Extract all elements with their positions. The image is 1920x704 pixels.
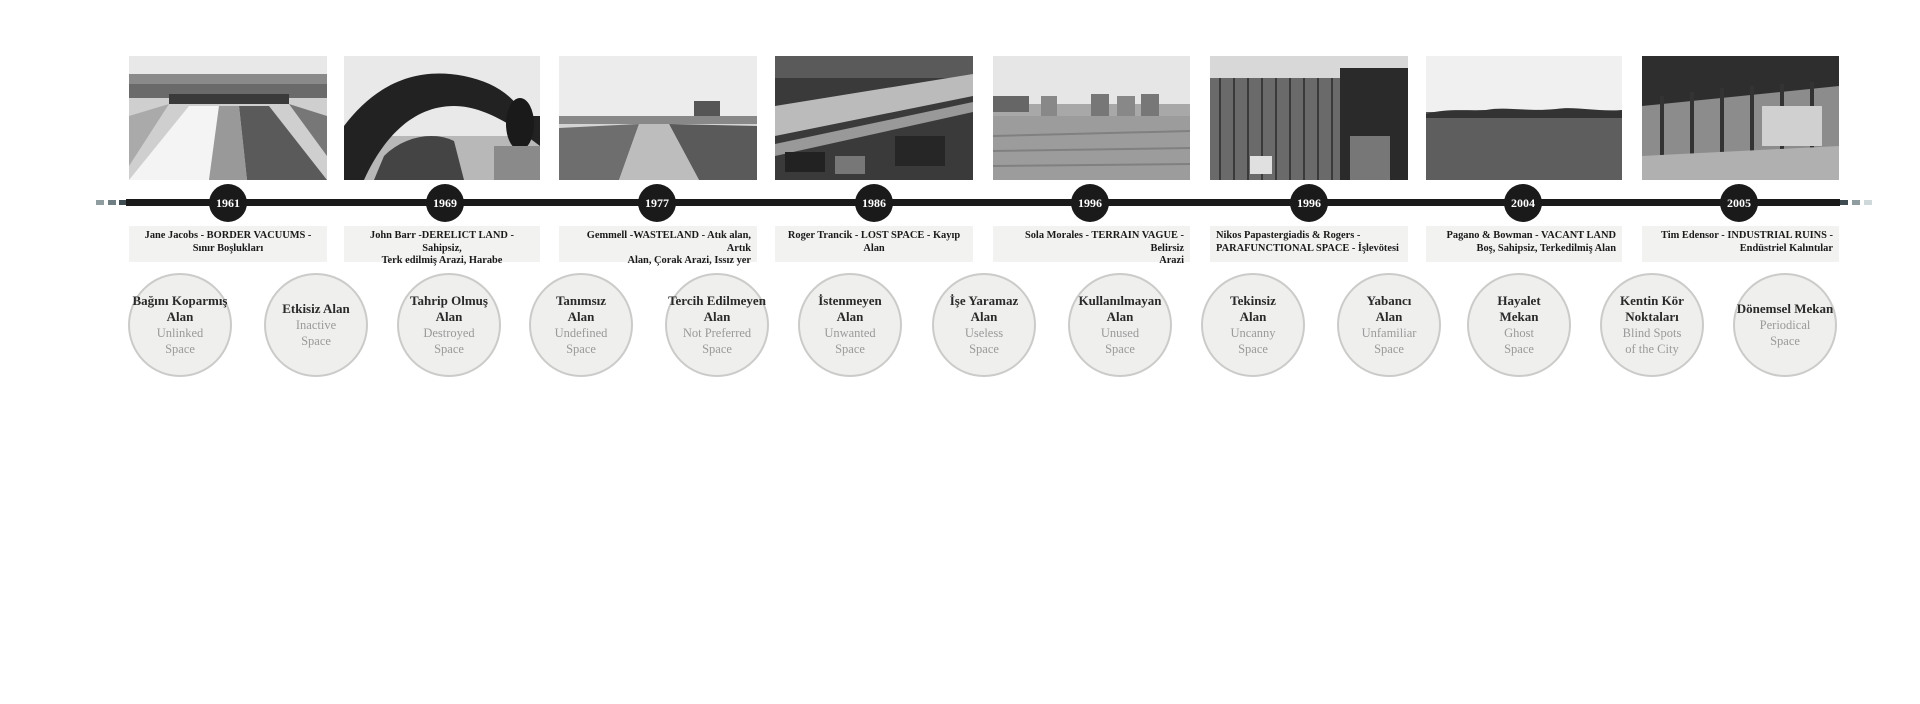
year-node: 2004 <box>1504 184 1542 222</box>
caption-box <box>1426 226 1622 262</box>
photo-pipe <box>344 56 540 180</box>
caption-line: Gemmell -WASTELAND - Atık alan, Artık <box>586 230 751 254</box>
caption-box <box>993 226 1190 266</box>
concept-circle <box>397 273 501 377</box>
concept-en: Uncanny Space <box>1230 326 1276 356</box>
concept-en: Blind Spots of the City <box>1622 326 1682 356</box>
timeline-dash-left <box>108 200 116 205</box>
concept-circle <box>128 273 232 377</box>
year-node: 1996 <box>1290 184 1328 222</box>
concept-circle <box>665 273 769 377</box>
concept-en: Ghost Space <box>1504 326 1534 356</box>
concept-tr: Tekinsiz Alan <box>1230 293 1276 324</box>
caption-line: Sınır Boşlukları <box>192 242 264 254</box>
concept-en: Periodical Space <box>1759 318 1811 348</box>
year-node: 1977 <box>638 184 676 222</box>
caption-line: Arazi <box>1159 255 1184 266</box>
caption-box <box>344 226 540 266</box>
timeline-dash-left <box>96 200 104 205</box>
photo-city-aerial <box>775 56 973 180</box>
concept-tr: Kentin Kör Noktaları <box>1620 293 1684 324</box>
photo-vacant-land <box>1426 56 1622 180</box>
caption-box <box>129 226 327 262</box>
photo-industrial-ruins <box>1642 56 1839 180</box>
caption-box <box>1210 226 1408 262</box>
concept-tr: Etkisiz Alan <box>282 301 350 316</box>
timeline-dash-right <box>1852 200 1860 205</box>
caption-line: Tim Edensor - INDUSTRIAL RUINS - <box>1661 230 1833 241</box>
concept-circle <box>1337 273 1441 377</box>
concept-circle <box>1467 273 1571 377</box>
concept-en: Useless Space <box>964 326 1004 356</box>
timeline-dash-right <box>1840 200 1848 205</box>
caption-box <box>559 226 757 266</box>
photo-terrain-vague <box>993 56 1190 180</box>
year-node: 1996 <box>1071 184 1109 222</box>
caption-line: Nikos Papastergiadis & Rogers - <box>1216 230 1361 241</box>
concept-circle <box>932 273 1036 377</box>
caption-box <box>775 226 973 262</box>
concept-tr: Tahrip Olmuş Alan <box>410 293 488 324</box>
concept-en: Unlinked Space <box>156 326 204 356</box>
photo-fence <box>1210 56 1408 180</box>
concept-en: Not Preferred Space <box>682 326 752 356</box>
concept-tr: Bağını Koparmış Alan <box>132 293 228 324</box>
year-node: 1986 <box>855 184 893 222</box>
concept-circle <box>529 273 633 377</box>
concept-tr: İstenmeyen Alan <box>818 293 882 324</box>
concept-circle <box>1733 273 1837 377</box>
caption-line: Pagano & Bowman - VACANT LAND <box>1446 230 1616 241</box>
concept-tr: Kullanılmayan Alan <box>1078 293 1162 324</box>
year-node: 2005 <box>1720 184 1758 222</box>
caption-line: John Barr -DERELICT LAND - Sahipsiz, <box>370 230 514 254</box>
concept-en: Destroyed Space <box>423 326 475 356</box>
concept-en: Unfamiliar Space <box>1361 326 1417 356</box>
concept-tr: İşe Yaramaz Alan <box>949 293 1019 324</box>
concept-circle <box>1068 273 1172 377</box>
concept-circle <box>1201 273 1305 377</box>
caption-line: Roger Trancik - LOST SPACE - Kayıp Alan <box>787 230 961 254</box>
caption-line: Endüstriel Kalıntılar <box>1739 242 1833 254</box>
concept-en: Undefined Space <box>554 326 608 356</box>
photo-highway <box>129 56 327 180</box>
timeline-line <box>126 199 1840 206</box>
concept-en: Unused Space <box>1100 326 1140 356</box>
year-node: 1969 <box>426 184 464 222</box>
concept-tr: Dönemsel Mekan <box>1736 301 1834 316</box>
year-node: 1961 <box>209 184 247 222</box>
concept-tr: Tercih Edilmeyen Alan <box>668 293 766 324</box>
caption-line: Alan, Çorak Arazi, Issız yer <box>627 255 751 266</box>
concept-tr: Yabancı Alan <box>1366 293 1412 324</box>
timeline-dash-right <box>1864 200 1872 205</box>
concept-en: Inactive Space <box>295 318 337 348</box>
concept-circle <box>1600 273 1704 377</box>
caption-line: Sola Morales - TERRAIN VAGUE - Belirsiz <box>1024 230 1184 254</box>
caption-line: Jane Jacobs - BORDER VACUUMS - <box>144 230 312 241</box>
caption-line: Terk edilmiş Arazi, Harabe <box>381 255 503 266</box>
caption-line: Boş, Sahipsiz, Terkedilmiş Alan <box>1476 242 1616 254</box>
concept-circle <box>798 273 902 377</box>
concept-tr: Tanımsız Alan <box>555 293 607 324</box>
concept-circle <box>264 273 368 377</box>
caption-box <box>1642 226 1839 262</box>
photo-wasteland <box>559 56 757 180</box>
concept-en: Unwanted Space <box>824 326 876 356</box>
concept-tr: Hayalet Mekan <box>1497 293 1541 324</box>
caption-line: PARAFUNCTIONAL SPACE - İşlevötesi <box>1216 242 1399 254</box>
